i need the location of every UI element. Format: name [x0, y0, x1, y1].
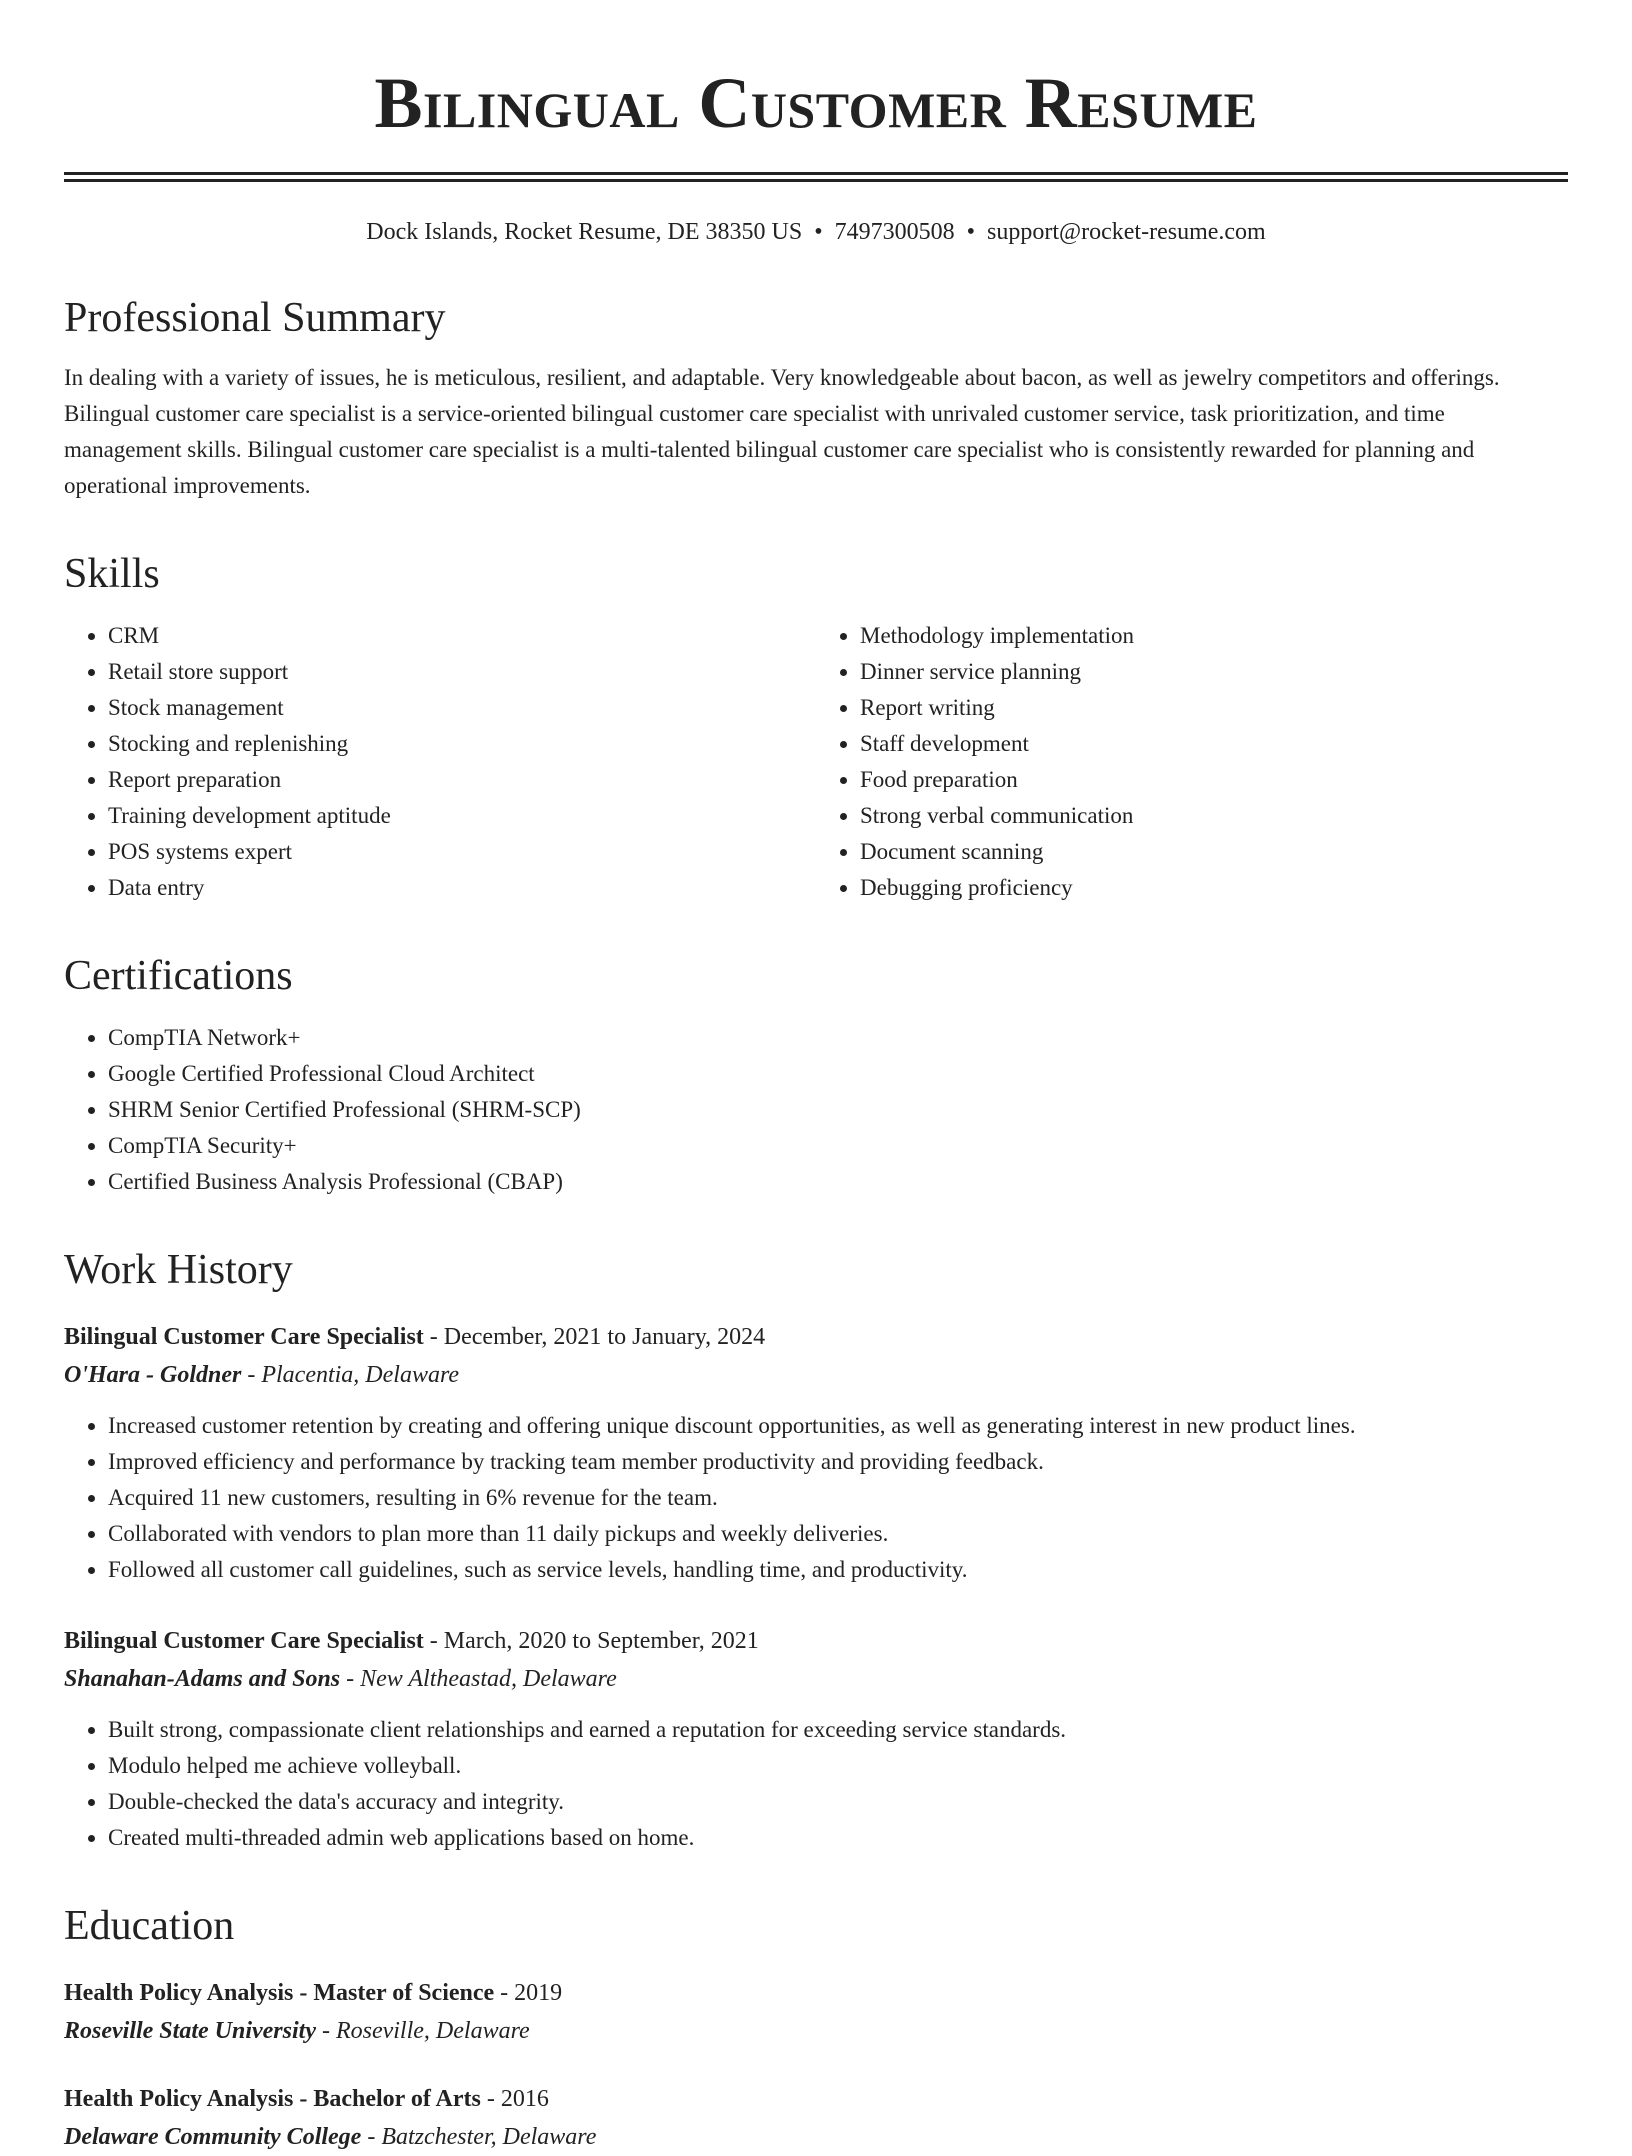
contact-line: [64, 216, 1568, 248]
job-duties-list: [64, 1712, 1568, 1856]
skill-item: • Report preparation: [108, 762, 816, 798]
job-duty: • Acquired 11 new customers, resulting in 6% revenue for the team.: [108, 1480, 1568, 1516]
skill-item: • CRM: [108, 618, 816, 654]
work-history-heading: Work History: [64, 1247, 293, 1293]
skill-item: • Debugging proficiency: [860, 870, 1568, 906]
resume-title: Bilingual Customer Resume: [374, 63, 1258, 143]
school-location: - Roseville, Delaware: [315, 2018, 530, 2044]
job-duties-list: [64, 1408, 1568, 1588]
certification-item: • Certified Business Analysis Professional (CBAP): [108, 1164, 1568, 1200]
resume-page: [64, 0, 1568, 2156]
summary-text: In dealing with a variety of issues, he is meticulous, resilient, and adaptable. Very knowledgeable about bacon, as well as jewelry competitors and offerings. Bilingual customer care specialist is a service-oriented bilingual customer care specialist with unrivaled customer service, task prioritization, and time management skills. Bilingual customer care specialist is a multi-talented bilingual customer care specialist who is consistently rewarded for planning and operational improvements.: [64, 365, 1500, 498]
contact-address: Dock Islands, Rocket Resume, DE 38350 US: [366, 219, 803, 245]
skills-columns: [64, 618, 1568, 906]
job-title-line: [64, 1318, 1568, 1356]
skill-item: • Methodology implementation: [860, 618, 1568, 654]
skill-item: • Data entry: [108, 870, 816, 906]
skill-item: • Staff development: [860, 726, 1568, 762]
job-duty: • Built strong, compassionate client relationships and earned a reputation for exceeding service standards.: [108, 1712, 1568, 1748]
education-entry: [64, 1974, 1568, 2050]
degree: Health Policy Analysis - Master of Science: [64, 1980, 495, 2006]
school-name: Roseville State University: [64, 2018, 316, 2044]
skill-item: • Training development aptitude: [108, 798, 816, 834]
job-duty: • Improved efficiency and performance by tracking team member productivity and providing feedback.: [108, 1444, 1568, 1480]
contact-email: support@rocket-resume.com: [987, 219, 1266, 245]
company-name: Shanahan-Adams and Sons: [64, 1666, 341, 1692]
job-duty: • Created multi-threaded admin web applications based on home.: [108, 1820, 1568, 1856]
skill-item: • Document scanning: [860, 834, 1568, 870]
company-line: [64, 1660, 1568, 1698]
education-entry: [64, 2080, 1568, 2156]
company-line: [64, 1356, 1568, 1394]
company-location: - New Altheastad, Delaware: [340, 1666, 617, 1692]
skill-item: • Stock management: [108, 690, 816, 726]
skills-heading: Skills: [64, 551, 160, 597]
certification-item: • Google Certified Professional Cloud Architect: [108, 1056, 1568, 1092]
contact-phone: 7497300508: [834, 219, 955, 245]
school-name: Delaware Community College: [64, 2124, 362, 2150]
certifications-list: [64, 1020, 1568, 1200]
skill-item: • Strong verbal communication: [860, 798, 1568, 834]
job-dates: - December, 2021 to January, 2024: [423, 1324, 766, 1350]
graduation-year: - 2019: [494, 1980, 563, 2006]
job-duty: • Double-checked the data's accuracy and integrity.: [108, 1784, 1568, 1820]
degree-line: [64, 2080, 1568, 2118]
job-dates: - March, 2020 to September, 2021: [423, 1628, 759, 1654]
degree: Health Policy Analysis - Bachelor of Arts: [64, 2086, 481, 2112]
summary-heading: Professional Summary: [64, 295, 446, 341]
job-title: Bilingual Customer Care Specialist: [64, 1628, 424, 1654]
education-heading: Education: [64, 1903, 235, 1949]
job-duty: • Followed all customer call guidelines, such as service levels, handling time, and productivity.: [108, 1552, 1568, 1588]
skills-list-right: [816, 618, 1568, 906]
skill-item: • Dinner service planning: [860, 654, 1568, 690]
skills-list-left: [64, 618, 816, 906]
contact-separator: •: [814, 219, 823, 245]
graduation-year: - 2016: [480, 2086, 549, 2112]
job-entry: [64, 1622, 1568, 1856]
company-name: O'Hara - Goldner: [64, 1362, 242, 1388]
school-line: [64, 2012, 1568, 2050]
skill-item: • Food preparation: [860, 762, 1568, 798]
job-title-line: [64, 1622, 1568, 1660]
certifications-heading: Certifications: [64, 953, 293, 999]
skill-item: • Retail store support: [108, 654, 816, 690]
certification-item: • SHRM Senior Certified Professional (SHRM-SCP): [108, 1092, 1568, 1128]
contact-separator: •: [966, 219, 976, 245]
skill-item: • Report writing: [860, 690, 1568, 726]
skill-item: • Stocking and replenishing: [108, 726, 816, 762]
job-entry: [64, 1318, 1568, 1588]
job-duty: • Increased customer retention by creating and offering unique discount opportunities, as well as generating interest in new product lines.: [108, 1408, 1568, 1444]
job-title: Bilingual Customer Care Specialist: [64, 1324, 424, 1350]
school-line: [64, 2118, 1568, 2156]
job-duty: • Collaborated with vendors to plan more than 11 daily pickups and weekly deliveries.: [108, 1516, 1568, 1552]
certification-item: • CompTIA Network+: [108, 1020, 1568, 1056]
skill-item: • POS systems expert: [108, 834, 816, 870]
degree-line: [64, 1974, 1568, 2012]
school-location: - Batzchester, Delaware: [361, 2124, 597, 2150]
job-duty: • Modulo helped me achieve volleyball.: [108, 1748, 1568, 1784]
certification-item: • CompTIA Security+: [108, 1128, 1568, 1164]
title-divider: [64, 172, 1568, 182]
company-location: - Placentia, Delaware: [241, 1362, 460, 1388]
